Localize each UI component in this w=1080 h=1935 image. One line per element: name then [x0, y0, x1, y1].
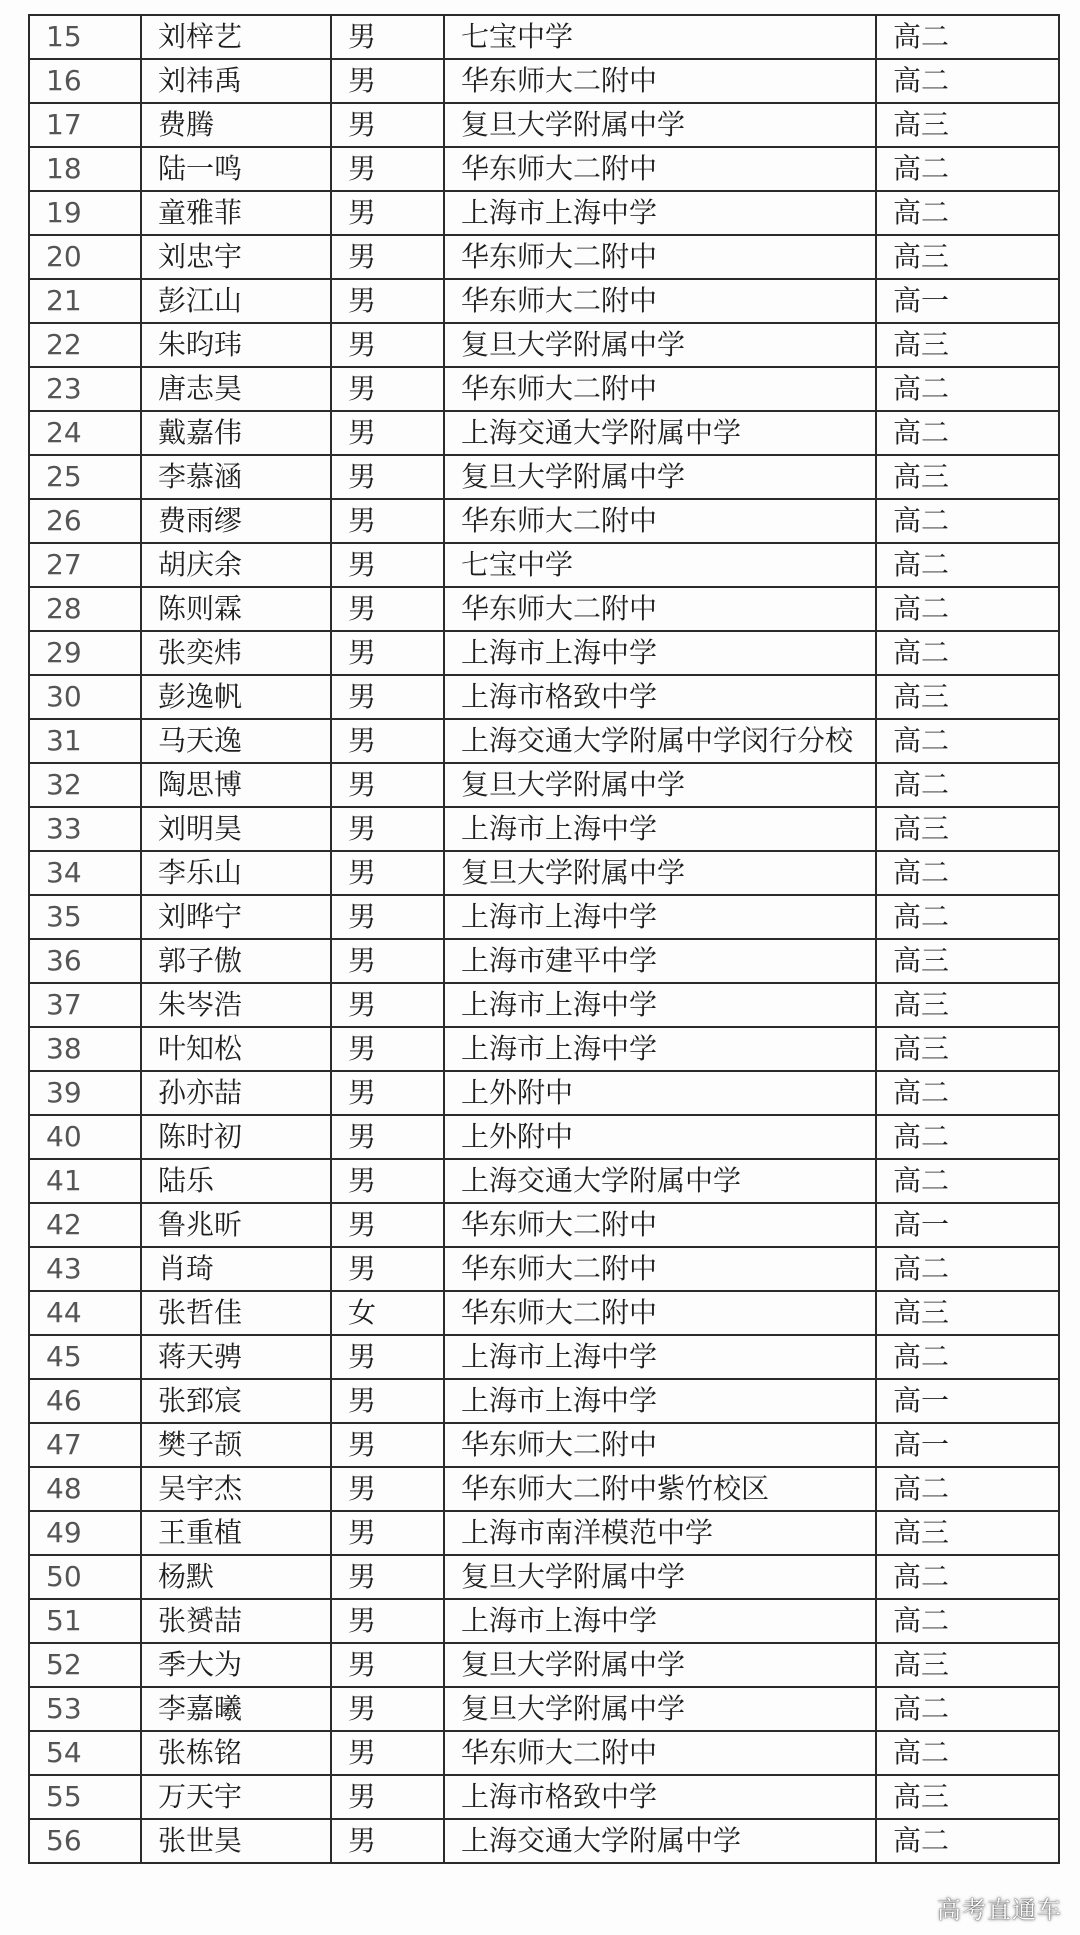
row-number-cell: 36: [29, 939, 141, 983]
gender-cell: 男: [331, 587, 444, 631]
school-cell: 复旦大学附属中学: [444, 103, 876, 147]
school-cell: 上海交通大学附属中学闵行分校: [444, 719, 876, 763]
table-row: [29, 191, 1059, 235]
school-cell: 上海市上海中学: [444, 983, 876, 1027]
student-name-cell: 费雨缪: [141, 499, 331, 543]
student-name-cell: 王重植: [141, 1511, 331, 1555]
row-number-cell: 38: [29, 1027, 141, 1071]
table-row: [29, 1643, 1059, 1687]
grade-cell: 高二: [876, 1335, 1059, 1379]
gender-cell: 男: [331, 1643, 444, 1687]
student-name-cell: 张栋铭: [141, 1731, 331, 1775]
table-row: [29, 1731, 1059, 1775]
student-name-cell: 陆乐: [141, 1159, 331, 1203]
row-number-cell: 24: [29, 411, 141, 455]
grade-cell: 高一: [876, 1379, 1059, 1423]
school-cell: 华东师大二附中: [444, 499, 876, 543]
row-number-cell: 41: [29, 1159, 141, 1203]
row-number-cell: 39: [29, 1071, 141, 1115]
table-row: [29, 1511, 1059, 1555]
grade-cell: 高二: [876, 1247, 1059, 1291]
row-number-cell: 55: [29, 1775, 141, 1819]
gender-cell: 男: [331, 411, 444, 455]
gender-cell: 男: [331, 719, 444, 763]
row-number-cell: 37: [29, 983, 141, 1027]
table-row: [29, 367, 1059, 411]
student-name-cell: 樊子颉: [141, 1423, 331, 1467]
gender-cell: 男: [331, 279, 444, 323]
table-row: [29, 499, 1059, 543]
table-row: [29, 631, 1059, 675]
school-cell: 复旦大学附属中学: [444, 323, 876, 367]
student-name-cell: 吴宇杰: [141, 1467, 331, 1511]
school-cell: 上海市格致中学: [444, 1775, 876, 1819]
student-name-cell: 叶知松: [141, 1027, 331, 1071]
school-cell: 上外附中: [444, 1071, 876, 1115]
table-row: [29, 1467, 1059, 1511]
row-number-cell: 19: [29, 191, 141, 235]
gender-cell: 男: [331, 1819, 444, 1863]
grade-cell: 高二: [876, 895, 1059, 939]
row-number-cell: 20: [29, 235, 141, 279]
school-cell: 华东师大二附中: [444, 367, 876, 411]
grade-cell: 高三: [876, 103, 1059, 147]
grade-cell: 高二: [876, 1467, 1059, 1511]
grade-cell: 高二: [876, 851, 1059, 895]
student-name-cell: 蒋天骋: [141, 1335, 331, 1379]
row-number-cell: 49: [29, 1511, 141, 1555]
gender-cell: 男: [331, 499, 444, 543]
student-name-cell: 刘忠宇: [141, 235, 331, 279]
student-name-cell: 张赟喆: [141, 1599, 331, 1643]
student-name-cell: 童雅菲: [141, 191, 331, 235]
student-name-cell: 张郅宸: [141, 1379, 331, 1423]
student-name-cell: 肖琦: [141, 1247, 331, 1291]
grade-cell: 高三: [876, 675, 1059, 719]
row-number-cell: 22: [29, 323, 141, 367]
student-name-cell: 戴嘉伟: [141, 411, 331, 455]
grade-cell: 高一: [876, 1203, 1059, 1247]
row-number-cell: 27: [29, 543, 141, 587]
row-number-cell: 45: [29, 1335, 141, 1379]
student-name-cell: 郭子傲: [141, 939, 331, 983]
school-cell: 上海市上海中学: [444, 1379, 876, 1423]
student-name-cell: 胡庆余: [141, 543, 331, 587]
table-row: [29, 147, 1059, 191]
grade-cell: 高二: [876, 543, 1059, 587]
row-number-cell: 51: [29, 1599, 141, 1643]
table-row: [29, 895, 1059, 939]
row-number-cell: 46: [29, 1379, 141, 1423]
grade-cell: 高二: [876, 147, 1059, 191]
grade-cell: 高二: [876, 763, 1059, 807]
student-name-cell: 杨默: [141, 1555, 331, 1599]
student-name-cell: 万天宇: [141, 1775, 331, 1819]
student-name-cell: 朱昀玮: [141, 323, 331, 367]
school-cell: 华东师大二附中: [444, 279, 876, 323]
student-name-cell: 张奕炜: [141, 631, 331, 675]
gender-cell: 男: [331, 1159, 444, 1203]
table-row: [29, 1423, 1059, 1467]
student-name-cell: 刘祎禹: [141, 59, 331, 103]
row-number-cell: 16: [29, 59, 141, 103]
gender-cell: 男: [331, 1731, 444, 1775]
grade-cell: 高一: [876, 279, 1059, 323]
student-name-cell: 陶思博: [141, 763, 331, 807]
roster-table-body: [29, 15, 1059, 1863]
table-row: [29, 1335, 1059, 1379]
watermark-text: 高考直通车: [937, 1896, 1062, 1924]
table-row: [29, 763, 1059, 807]
grade-cell: 高三: [876, 1643, 1059, 1687]
gender-cell: 男: [331, 675, 444, 719]
grade-cell: 高二: [876, 1687, 1059, 1731]
table-row: [29, 411, 1059, 455]
row-number-cell: 17: [29, 103, 141, 147]
student-name-cell: 孙亦喆: [141, 1071, 331, 1115]
school-cell: 上海市上海中学: [444, 191, 876, 235]
gender-cell: 男: [331, 1687, 444, 1731]
student-name-cell: 陆一鸣: [141, 147, 331, 191]
student-name-cell: 彭逸帆: [141, 675, 331, 719]
student-name-cell: 唐志昊: [141, 367, 331, 411]
table-row: [29, 1071, 1059, 1115]
grade-cell: 高三: [876, 807, 1059, 851]
gender-cell: 男: [331, 807, 444, 851]
row-number-cell: 23: [29, 367, 141, 411]
row-number-cell: 21: [29, 279, 141, 323]
gender-cell: 男: [331, 147, 444, 191]
gender-cell: 男: [331, 1379, 444, 1423]
grade-cell: 高三: [876, 1775, 1059, 1819]
grade-cell: 高二: [876, 1599, 1059, 1643]
school-cell: 华东师大二附中: [444, 1247, 876, 1291]
row-number-cell: 31: [29, 719, 141, 763]
gender-cell: 男: [331, 1423, 444, 1467]
roster-table: [28, 14, 1060, 1864]
student-name-cell: 费腾: [141, 103, 331, 147]
table-row: [29, 1159, 1059, 1203]
table-row: [29, 1247, 1059, 1291]
row-number-cell: 44: [29, 1291, 141, 1335]
table-row: [29, 103, 1059, 147]
school-cell: 上海交通大学附属中学: [444, 1159, 876, 1203]
grade-cell: 高三: [876, 1511, 1059, 1555]
row-number-cell: 34: [29, 851, 141, 895]
table-row: [29, 279, 1059, 323]
gender-cell: 男: [331, 763, 444, 807]
gender-cell: 男: [331, 1247, 444, 1291]
table-row: [29, 1687, 1059, 1731]
table-row: [29, 235, 1059, 279]
row-number-cell: 50: [29, 1555, 141, 1599]
school-cell: 华东师大二附中: [444, 1291, 876, 1335]
grade-cell: 高一: [876, 1423, 1059, 1467]
row-number-cell: 53: [29, 1687, 141, 1731]
gender-cell: 男: [331, 455, 444, 499]
school-cell: 复旦大学附属中学: [444, 851, 876, 895]
gender-cell: 男: [331, 103, 444, 147]
gender-cell: 男: [331, 1115, 444, 1159]
row-number-cell: 48: [29, 1467, 141, 1511]
table-row: [29, 1203, 1059, 1247]
row-number-cell: 29: [29, 631, 141, 675]
row-number-cell: 40: [29, 1115, 141, 1159]
gender-cell: 男: [331, 895, 444, 939]
school-cell: 上海市上海中学: [444, 1599, 876, 1643]
school-cell: 华东师大二附中: [444, 235, 876, 279]
table-row: [29, 1819, 1059, 1863]
school-cell: 复旦大学附属中学: [444, 1687, 876, 1731]
grade-cell: 高二: [876, 1115, 1059, 1159]
school-cell: 上海市上海中学: [444, 895, 876, 939]
gender-cell: 男: [331, 323, 444, 367]
gender-cell: 男: [331, 1027, 444, 1071]
table-row: [29, 807, 1059, 851]
gender-cell: 男: [331, 851, 444, 895]
grade-cell: 高三: [876, 455, 1059, 499]
school-cell: 复旦大学附属中学: [444, 455, 876, 499]
student-name-cell: 季大为: [141, 1643, 331, 1687]
student-name-cell: 刘梓艺: [141, 15, 331, 59]
table-row: [29, 59, 1059, 103]
school-cell: 华东师大二附中: [444, 147, 876, 191]
school-cell: 复旦大学附属中学: [444, 1643, 876, 1687]
school-cell: 上海市上海中学: [444, 1027, 876, 1071]
grade-cell: 高二: [876, 15, 1059, 59]
table-row: [29, 1291, 1059, 1335]
gender-cell: 男: [331, 1467, 444, 1511]
school-cell: 华东师大二附中: [444, 1731, 876, 1775]
school-cell: 七宝中学: [444, 543, 876, 587]
gender-cell: 男: [331, 939, 444, 983]
row-number-cell: 25: [29, 455, 141, 499]
student-name-cell: 张世昊: [141, 1819, 331, 1863]
grade-cell: 高二: [876, 1555, 1059, 1599]
student-name-cell: 陈时初: [141, 1115, 331, 1159]
student-name-cell: 陈则霖: [141, 587, 331, 631]
table-row: [29, 1027, 1059, 1071]
row-number-cell: 54: [29, 1731, 141, 1775]
row-number-cell: 52: [29, 1643, 141, 1687]
school-cell: 复旦大学附属中学: [444, 1555, 876, 1599]
school-cell: 上海市南洋模范中学: [444, 1511, 876, 1555]
gender-cell: 男: [331, 1599, 444, 1643]
grade-cell: 高三: [876, 323, 1059, 367]
school-cell: 上海交通大学附属中学: [444, 411, 876, 455]
row-number-cell: 28: [29, 587, 141, 631]
gender-cell: 男: [331, 983, 444, 1027]
grade-cell: 高二: [876, 587, 1059, 631]
school-cell: 七宝中学: [444, 15, 876, 59]
table-row: [29, 1599, 1059, 1643]
table-row: [29, 851, 1059, 895]
table-row: [29, 1775, 1059, 1819]
row-number-cell: 42: [29, 1203, 141, 1247]
school-cell: 上海市上海中学: [444, 807, 876, 851]
grade-cell: 高三: [876, 939, 1059, 983]
grade-cell: 高二: [876, 59, 1059, 103]
student-name-cell: 鲁兆昕: [141, 1203, 331, 1247]
student-name-cell: 刘明昊: [141, 807, 331, 851]
table-row: [29, 587, 1059, 631]
grade-cell: 高二: [876, 631, 1059, 675]
grade-cell: 高三: [876, 1291, 1059, 1335]
student-name-cell: 李乐山: [141, 851, 331, 895]
table-row: [29, 719, 1059, 763]
gender-cell: 男: [331, 367, 444, 411]
gender-cell: 男: [331, 1203, 444, 1247]
grade-cell: 高二: [876, 1159, 1059, 1203]
table-row: [29, 939, 1059, 983]
row-number-cell: 32: [29, 763, 141, 807]
gender-cell: 男: [331, 1555, 444, 1599]
row-number-cell: 33: [29, 807, 141, 851]
grade-cell: 高二: [876, 367, 1059, 411]
grade-cell: 高二: [876, 1731, 1059, 1775]
gender-cell: 男: [331, 543, 444, 587]
grade-cell: 高二: [876, 411, 1059, 455]
table-row: [29, 1379, 1059, 1423]
row-number-cell: 15: [29, 15, 141, 59]
gender-cell: 男: [331, 1071, 444, 1115]
grade-cell: 高二: [876, 191, 1059, 235]
table-row: [29, 983, 1059, 1027]
gender-cell: 男: [331, 1775, 444, 1819]
gender-cell: 男: [331, 15, 444, 59]
student-name-cell: 张哲佳: [141, 1291, 331, 1335]
gender-cell: 男: [331, 1335, 444, 1379]
school-cell: 华东师大二附中: [444, 59, 876, 103]
grade-cell: 高三: [876, 1027, 1059, 1071]
table-row: [29, 543, 1059, 587]
school-cell: 华东师大二附中: [444, 1203, 876, 1247]
row-number-cell: 35: [29, 895, 141, 939]
grade-cell: 高二: [876, 499, 1059, 543]
school-cell: 华东师大二附中紫竹校区: [444, 1467, 876, 1511]
gender-cell: 男: [331, 235, 444, 279]
row-number-cell: 47: [29, 1423, 141, 1467]
table-row: [29, 15, 1059, 59]
school-cell: 华东师大二附中: [444, 587, 876, 631]
table-row: [29, 675, 1059, 719]
school-cell: 上海市上海中学: [444, 1335, 876, 1379]
grade-cell: 高二: [876, 719, 1059, 763]
school-cell: 上海交通大学附属中学: [444, 1819, 876, 1863]
school-cell: 上海市格致中学: [444, 675, 876, 719]
grade-cell: 高三: [876, 983, 1059, 1027]
student-name-cell: 刘晔宁: [141, 895, 331, 939]
row-number-cell: 30: [29, 675, 141, 719]
row-number-cell: 18: [29, 147, 141, 191]
gender-cell: 男: [331, 191, 444, 235]
student-name-cell: 马天逸: [141, 719, 331, 763]
table-row: [29, 1115, 1059, 1159]
school-cell: 华东师大二附中: [444, 1423, 876, 1467]
table-row: [29, 1555, 1059, 1599]
table-row: [29, 455, 1059, 499]
row-number-cell: 56: [29, 1819, 141, 1863]
row-number-cell: 26: [29, 499, 141, 543]
table-row: [29, 323, 1059, 367]
school-cell: 上海市上海中学: [444, 631, 876, 675]
gender-cell: 男: [331, 631, 444, 675]
grade-cell: 高二: [876, 1819, 1059, 1863]
school-cell: 复旦大学附属中学: [444, 763, 876, 807]
row-number-cell: 43: [29, 1247, 141, 1291]
student-name-cell: 李嘉曦: [141, 1687, 331, 1731]
student-name-cell: 朱岑浩: [141, 983, 331, 1027]
grade-cell: 高二: [876, 1071, 1059, 1115]
gender-cell: 男: [331, 59, 444, 103]
grade-cell: 高三: [876, 235, 1059, 279]
gender-cell: 男: [331, 1511, 444, 1555]
school-cell: 上外附中: [444, 1115, 876, 1159]
gender-cell: 女: [331, 1291, 444, 1335]
school-cell: 上海市建平中学: [444, 939, 876, 983]
student-name-cell: 彭江山: [141, 279, 331, 323]
student-name-cell: 李慕涵: [141, 455, 331, 499]
